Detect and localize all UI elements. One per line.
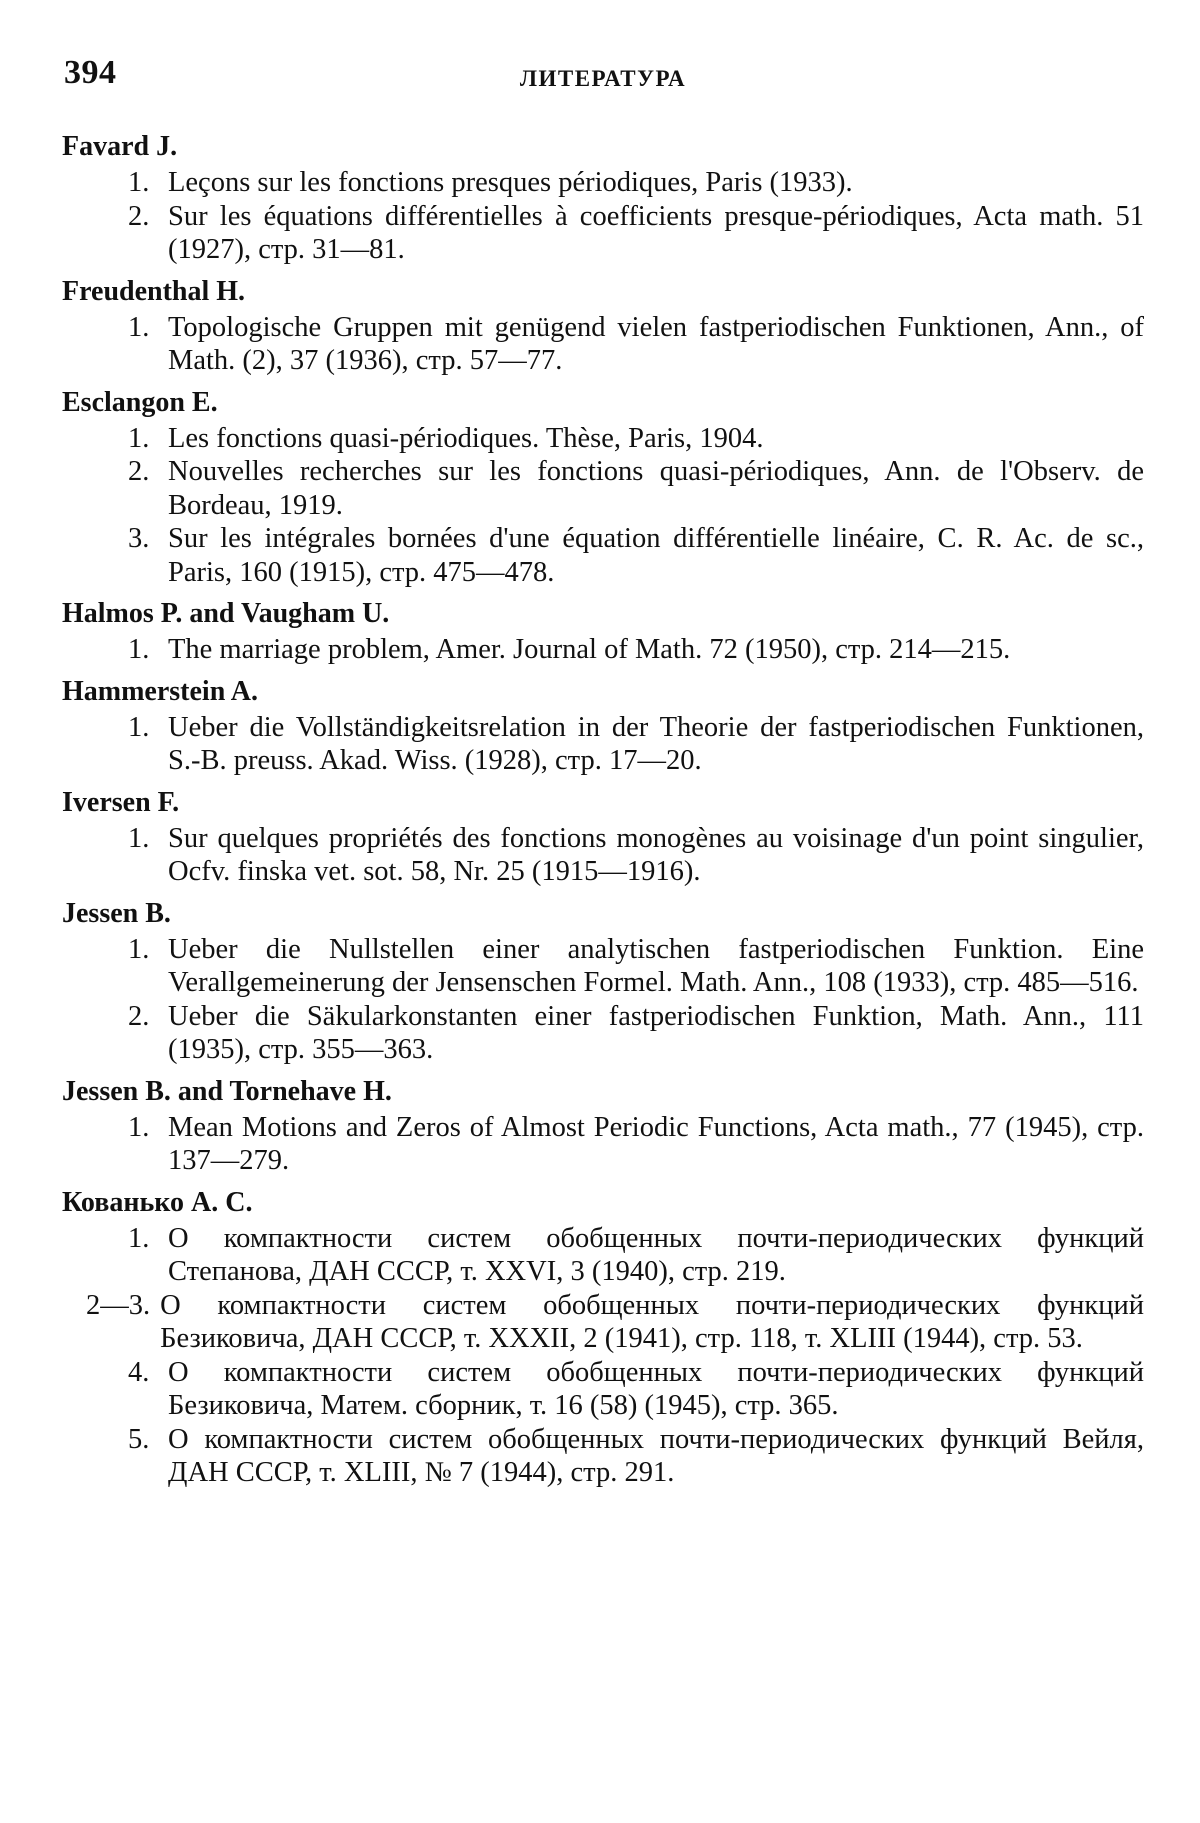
entry-text: Ueber die Vollständigkeitsrelation in der Theorie der fastperiodischen Funktionen, S.-B. preuss. Akad. Wiss. (1928), стр. 17—20. — [168, 711, 1144, 776]
bib-entry — [128, 166, 1144, 200]
bib-entry — [128, 455, 1144, 522]
group-spacer — [62, 1067, 1144, 1071]
bib-entry — [128, 1423, 1144, 1490]
bib-entry — [128, 1111, 1144, 1178]
group-spacer — [62, 1178, 1144, 1182]
bib-entry — [128, 1356, 1144, 1423]
bib-entry — [128, 822, 1144, 889]
entry-text: Les fonctions quasi-périodiques. Thèse, Paris, 1904. — [168, 422, 764, 454]
entry-number: 2. — [128, 1000, 150, 1032]
group-spacer — [62, 267, 1144, 271]
author-name: Jessen B. and Tornehave H. — [62, 1075, 392, 1107]
entry-text: О компактности систем обобщенных почти-периодических функций Степанова, ДАН СССР, т. XXVI, 3 (1940), стр. 219. — [168, 1222, 1144, 1287]
bib-entry — [128, 711, 1144, 778]
entry-number: 4. — [128, 1356, 150, 1388]
entry-text: О компактности систем обобщенных почти-периодических функций Безиковича, Матем. сборник, т. 16 (58) (1945), стр. 365. — [168, 1356, 1144, 1421]
entry-number: 1. — [128, 711, 150, 743]
bib-entry — [128, 200, 1144, 267]
group-spacer — [62, 889, 1144, 893]
running-title: ЛИТЕРАТУРА — [519, 66, 687, 91]
bib-entry — [86, 1289, 1144, 1356]
bib-entry — [128, 1000, 1144, 1067]
entry-number: 1. — [128, 1222, 150, 1254]
author-name: Freudenthal H. — [62, 275, 246, 307]
entry-number: 1. — [128, 1111, 150, 1143]
entry-text: Sur les équations différentielles à coefficients presque-périodiques, Acta math. 51 (1927), стр. 31—81. — [168, 200, 1144, 265]
group-spacer — [62, 589, 1144, 593]
entry-text: Sur les intégrales bornées d'une équation différentielle linéaire, C. R. Ac. de sc., Paris, 160 (1915), стр. 475—478. — [168, 523, 1144, 588]
entry-text: Nouvelles recherches sur les fonctions quasi-périodiques, Ann. de l'Observ. de Bordeau, 1919. — [168, 456, 1144, 521]
author-name: Hammerstein A. — [62, 675, 258, 707]
entry-number: 1. — [128, 822, 150, 854]
group-spacer — [62, 1490, 1144, 1494]
bib-entry — [128, 1222, 1144, 1289]
entry-text: О компактности систем обобщенных почти-периодических функций Вейля, ДАН СССР, т. XLIII, № 7 (1944), стр. 291. — [168, 1423, 1144, 1488]
bib-entry — [128, 933, 1144, 1000]
entry-text: The marriage problem, Amer. Journal of Math. 72 (1950), стр. 214—215. — [168, 634, 1011, 665]
entry-number: 2—3. — [86, 1289, 151, 1321]
entry-number: 1. — [128, 422, 150, 454]
entry-text: Mean Motions and Zeros of Almost Periodic Functions, Acta math., 77 (1945), стр. 137—279. — [168, 1111, 1144, 1176]
entry-number: 1. — [128, 311, 150, 343]
entry-text: Leçons sur les fonctions presques périodiques, Paris (1933). — [168, 167, 853, 198]
author-name: Jessen B. — [62, 897, 171, 929]
entry-text: Ueber die Nullstellen einer analytischen fastperiodischen Funktion. Eine Verallgemeinerung der Jensenschen Formel. Math. Ann., 108 (1933), стр. 485—516. — [168, 933, 1144, 998]
entry-text: О компактности систем обобщенных почти-периодических функций Безиковича, ДАН СССР, т. XXXII, 2 (1941), стр. 118, т. XLIII (1944), стр. 53. — [160, 1289, 1144, 1354]
group-spacer — [62, 667, 1144, 671]
page-header — [62, 52, 1144, 112]
author-name: Favard J. — [62, 131, 178, 162]
entry-text: Topologische Gruppen mit genügend vielen fastperiodischen Funktionen, Ann., of Math. (2), 37 (1936), стр. 57—77. — [168, 311, 1144, 376]
author-name: Halmos P. and Vaugham U. — [62, 598, 390, 629]
entry-number: 1. — [128, 167, 150, 198]
page-number: 394 — [64, 54, 117, 91]
entry-number: 5. — [128, 1423, 150, 1455]
bib-entry — [128, 422, 1144, 456]
entry-number: 1. — [128, 634, 150, 665]
group-spacer — [62, 778, 1144, 782]
entry-number: 3. — [128, 523, 150, 554]
bibliography-list — [62, 130, 1144, 1494]
entry-number: 2. — [128, 456, 150, 487]
author-name: Iversen F. — [62, 786, 180, 818]
entry-number: 2. — [128, 200, 150, 232]
entry-text: Sur quelques propriétés des fonctions monogènes au voisinage d'un point singulier, Ocfv. finska vet. sot. 58, Nr. 25 (1915—1916). — [168, 822, 1144, 887]
author-name: Кованько А. С. — [62, 1186, 253, 1218]
entry-number: 1. — [128, 933, 150, 965]
bib-entry — [128, 633, 1144, 667]
entry-text: Ueber die Säkularkonstanten einer fastperiodischen Funktion, Math. Ann., 111 (1935), стр. 355—363. — [168, 1000, 1144, 1065]
group-spacer — [62, 378, 1144, 382]
bib-entry — [128, 311, 1144, 378]
author-name: Esclangon E. — [62, 386, 218, 418]
bib-entry — [128, 522, 1144, 589]
